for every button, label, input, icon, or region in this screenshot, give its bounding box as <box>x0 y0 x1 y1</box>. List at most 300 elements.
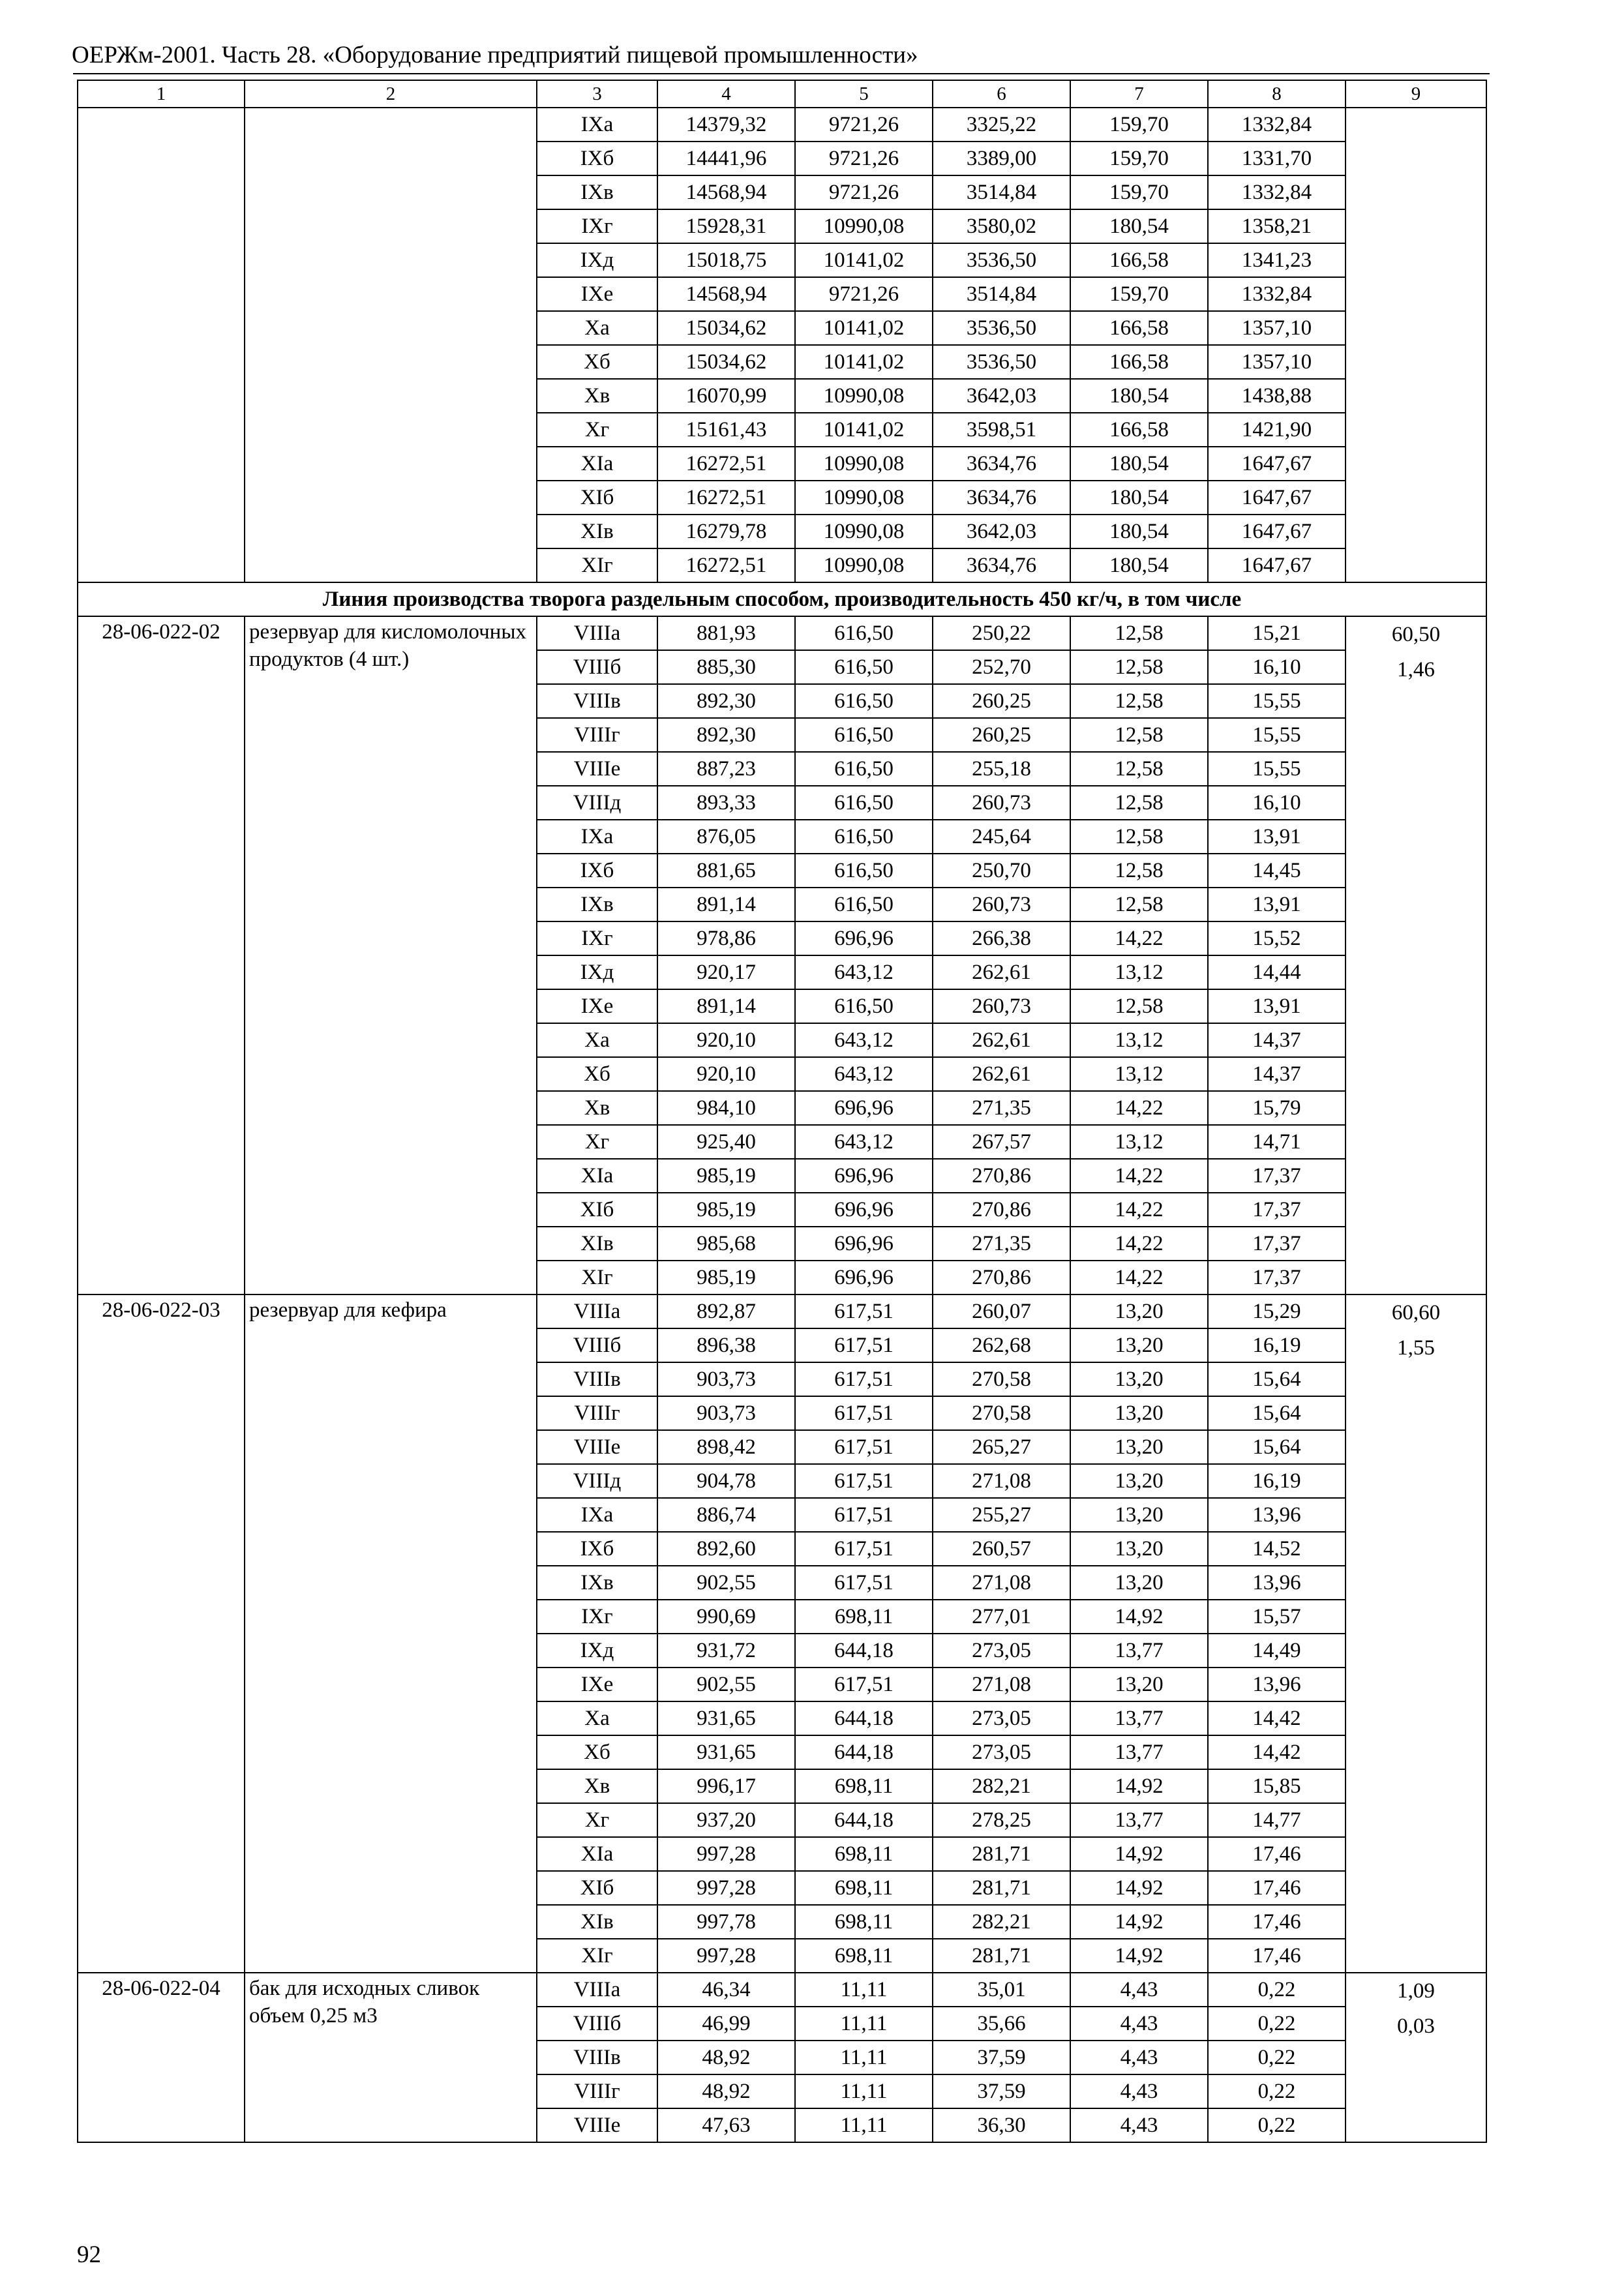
table-row <box>78 1973 1486 2007</box>
data-cell: 16279,78 <box>657 515 795 548</box>
data-cell: 282,21 <box>933 1905 1070 1939</box>
item-col9 <box>1346 1294 1486 1973</box>
col9-value: 60,50 <box>1391 623 1441 646</box>
data-cell: 15,21 <box>1208 616 1346 650</box>
data-cell: 1358,21 <box>1208 209 1346 243</box>
data-cell: 273,05 <box>933 1735 1070 1769</box>
data-cell: 270,86 <box>933 1193 1070 1227</box>
data-cell: 15,55 <box>1208 752 1346 786</box>
data-cell: 260,57 <box>933 1532 1070 1566</box>
data-cell: 3389,00 <box>933 142 1070 175</box>
item-col9 <box>1346 1973 1486 2142</box>
table-body <box>78 80 1486 2142</box>
data-cell: 14568,94 <box>657 175 795 209</box>
data-cell: 180,54 <box>1070 515 1208 548</box>
data-cell: 0,22 <box>1208 2074 1346 2108</box>
data-cell: 271,08 <box>933 1566 1070 1600</box>
data-cell: IXв <box>537 175 657 209</box>
column-number-row <box>78 80 1486 108</box>
data-cell: 1647,67 <box>1208 515 1346 548</box>
data-cell: 250,70 <box>933 854 1070 888</box>
data-cell: 15,57 <box>1208 1600 1346 1634</box>
data-cell: 887,23 <box>657 752 795 786</box>
data-cell: 925,40 <box>657 1125 795 1159</box>
data-cell: 937,20 <box>657 1803 795 1837</box>
data-cell: 644,18 <box>795 1634 933 1668</box>
data-cell: 3634,76 <box>933 447 1070 481</box>
data-cell: XIб <box>537 1193 657 1227</box>
item-col9 <box>1346 616 1486 1294</box>
data-cell: 17,46 <box>1208 1905 1346 1939</box>
table-row <box>78 108 1486 142</box>
data-cell: 4,43 <box>1070 2041 1208 2074</box>
data-cell: 931,65 <box>657 1735 795 1769</box>
data-cell: 997,28 <box>657 1871 795 1905</box>
data-cell: 13,20 <box>1070 1430 1208 1464</box>
data-cell: 1331,70 <box>1208 142 1346 175</box>
data-cell: Xа <box>537 1701 657 1735</box>
data-cell: 643,12 <box>795 1057 933 1091</box>
data-cell: IXв <box>537 1566 657 1600</box>
data-cell: 698,11 <box>795 1837 933 1871</box>
data-cell: 10141,02 <box>795 243 933 277</box>
data-cell: VIIIг <box>537 2074 657 2108</box>
data-cell: 12,58 <box>1070 820 1208 854</box>
data-cell: 644,18 <box>795 1701 933 1735</box>
data-cell: 903,73 <box>657 1362 795 1396</box>
data-cell: 616,50 <box>795 718 933 752</box>
data-cell: 9721,26 <box>795 175 933 209</box>
data-cell: 4,43 <box>1070 1973 1208 2007</box>
data-cell: 13,77 <box>1070 1701 1208 1735</box>
col9-value: 1,09 <box>1397 1979 1435 2003</box>
data-cell: 166,58 <box>1070 413 1208 447</box>
data-cell: IXа <box>537 108 657 142</box>
data-cell: 13,12 <box>1070 1023 1208 1057</box>
data-cell: VIIIа <box>537 1973 657 2007</box>
data-cell: 13,20 <box>1070 1362 1208 1396</box>
data-cell: 997,28 <box>657 1837 795 1871</box>
data-cell: 698,11 <box>795 1600 933 1634</box>
data-cell: VIIIб <box>537 2007 657 2041</box>
data-cell: 13,91 <box>1208 888 1346 921</box>
data-cell: 902,55 <box>657 1668 795 1701</box>
data-cell: 1647,67 <box>1208 548 1346 582</box>
data-cell: 617,51 <box>795 1328 933 1362</box>
data-cell: VIIIв <box>537 2041 657 2074</box>
data-cell: VIIIд <box>537 1464 657 1498</box>
data-cell: 0,22 <box>1208 2007 1346 2041</box>
data-cell: 262,61 <box>933 1023 1070 1057</box>
data-cell: XIг <box>537 1261 657 1294</box>
data-cell: 10990,08 <box>795 548 933 582</box>
data-cell: 14,92 <box>1070 1871 1208 1905</box>
data-cell: 15034,62 <box>657 345 795 379</box>
data-cell: 180,54 <box>1070 548 1208 582</box>
data-cell: 15,85 <box>1208 1769 1346 1803</box>
data-cell: 37,59 <box>933 2041 1070 2074</box>
data-cell: 10990,08 <box>795 515 933 548</box>
data-cell: 282,21 <box>933 1769 1070 1803</box>
column-number-cell: 3 <box>537 80 657 108</box>
data-cell: 281,71 <box>933 1837 1070 1871</box>
data-cell: IXб <box>537 142 657 175</box>
data-cell: XIб <box>537 1871 657 1905</box>
data-cell: 617,51 <box>795 1532 933 1566</box>
data-cell: 17,37 <box>1208 1227 1346 1261</box>
data-cell: 616,50 <box>795 616 933 650</box>
data-cell: IXе <box>537 277 657 311</box>
data-cell: 643,12 <box>795 1023 933 1057</box>
data-cell: 10990,08 <box>795 481 933 515</box>
data-cell: 12,58 <box>1070 684 1208 718</box>
data-cell: 617,51 <box>795 1498 933 1532</box>
data-cell: IXд <box>537 243 657 277</box>
data-cell: 903,73 <box>657 1396 795 1430</box>
data-cell: VIIIв <box>537 684 657 718</box>
data-cell: 255,27 <box>933 1498 1070 1532</box>
data-cell: 17,37 <box>1208 1193 1346 1227</box>
item-name: резервуар для кефира <box>245 1294 537 1973</box>
data-cell: VIIIе <box>537 752 657 786</box>
data-cell: 617,51 <box>795 1430 933 1464</box>
data-cell: 978,86 <box>657 921 795 955</box>
data-cell: 12,58 <box>1070 786 1208 820</box>
data-cell: 267,57 <box>933 1125 1070 1159</box>
data-cell: 10141,02 <box>795 345 933 379</box>
data-cell: VIIIб <box>537 650 657 684</box>
data-cell: 10990,08 <box>795 209 933 243</box>
data-cell: Xв <box>537 1091 657 1125</box>
data-cell: 920,10 <box>657 1023 795 1057</box>
column-number-cell: 7 <box>1070 80 1208 108</box>
data-cell: 14441,96 <box>657 142 795 175</box>
data-cell: 11,11 <box>795 1973 933 2007</box>
data-cell: IXа <box>537 1498 657 1532</box>
data-cell: 13,77 <box>1070 1634 1208 1668</box>
data-cell: 14,42 <box>1208 1735 1346 1769</box>
data-cell: 13,12 <box>1070 1125 1208 1159</box>
data-cell: 920,10 <box>657 1057 795 1091</box>
data-cell: 11,11 <box>795 2007 933 2041</box>
data-cell: IXа <box>537 820 657 854</box>
data-cell: 14,22 <box>1070 1193 1208 1227</box>
data-cell: 35,01 <box>933 1973 1070 2007</box>
column-number-cell: 1 <box>78 80 245 108</box>
item-name: бак для исходных сливок объем 0,25 м3 <box>245 1973 537 2142</box>
data-cell: 892,87 <box>657 1294 795 1328</box>
data-cell: 696,96 <box>795 1227 933 1261</box>
data-cell: 159,70 <box>1070 142 1208 175</box>
data-cell: Xб <box>537 1735 657 1769</box>
rates-table <box>77 80 1487 2143</box>
data-cell: 644,18 <box>795 1803 933 1837</box>
column-number-cell: 9 <box>1346 80 1486 108</box>
column-number-cell: 6 <box>933 80 1070 108</box>
data-cell: 13,20 <box>1070 1328 1208 1362</box>
data-cell: 166,58 <box>1070 345 1208 379</box>
data-cell: XIв <box>537 515 657 548</box>
data-cell: 698,11 <box>795 1905 933 1939</box>
data-cell: 13,12 <box>1070 955 1208 989</box>
data-cell: 997,28 <box>657 1939 795 1973</box>
data-cell: 14,37 <box>1208 1023 1346 1057</box>
data-cell: 273,05 <box>933 1634 1070 1668</box>
data-cell: 17,46 <box>1208 1939 1346 1973</box>
data-cell: 48,92 <box>657 2041 795 2074</box>
data-cell: Xб <box>537 345 657 379</box>
data-cell: 180,54 <box>1070 481 1208 515</box>
data-cell: 15,64 <box>1208 1396 1346 1430</box>
data-cell: 13,20 <box>1070 1396 1208 1430</box>
data-cell: 696,96 <box>795 1261 933 1294</box>
data-cell: 13,20 <box>1070 1532 1208 1566</box>
data-cell: 13,91 <box>1208 989 1346 1023</box>
data-cell: 271,08 <box>933 1668 1070 1701</box>
data-cell: VIIIе <box>537 1430 657 1464</box>
data-cell: 984,10 <box>657 1091 795 1125</box>
data-cell: IXд <box>537 1634 657 1668</box>
data-cell: 16,10 <box>1208 786 1346 820</box>
data-cell: 0,22 <box>1208 2041 1346 2074</box>
data-cell: 12,58 <box>1070 616 1208 650</box>
data-cell: 616,50 <box>795 786 933 820</box>
table-row <box>78 1294 1486 1328</box>
data-cell: 3536,50 <box>933 243 1070 277</box>
data-cell: 876,05 <box>657 820 795 854</box>
section-title: Линия производства творога раздельным способом, производительность 450 кг/ч, в том числе <box>78 582 1486 616</box>
data-cell: IXг <box>537 921 657 955</box>
data-cell: 616,50 <box>795 888 933 921</box>
data-cell: 270,86 <box>933 1261 1070 1294</box>
data-cell: 617,51 <box>795 1294 933 1328</box>
data-cell: 46,34 <box>657 1973 795 2007</box>
data-cell: 17,37 <box>1208 1159 1346 1193</box>
data-cell: 698,11 <box>795 1769 933 1803</box>
data-cell: 273,05 <box>933 1701 1070 1735</box>
data-cell: 12,58 <box>1070 854 1208 888</box>
data-cell: 15,64 <box>1208 1362 1346 1396</box>
data-cell: IXе <box>537 1668 657 1701</box>
data-cell: XIв <box>537 1227 657 1261</box>
data-cell: 12,58 <box>1070 989 1208 1023</box>
data-cell: 4,43 <box>1070 2074 1208 2108</box>
column-number-cell: 4 <box>657 80 795 108</box>
data-cell: 9721,26 <box>795 108 933 142</box>
data-cell: 13,20 <box>1070 1464 1208 1498</box>
data-cell: 1421,90 <box>1208 413 1346 447</box>
data-cell: 11,11 <box>795 2108 933 2142</box>
data-cell: 15,55 <box>1208 718 1346 752</box>
data-cell: 271,08 <box>933 1464 1070 1498</box>
item-code: 28-06-022-03 <box>78 1294 245 1973</box>
data-cell: 644,18 <box>795 1735 933 1769</box>
data-cell: 616,50 <box>795 684 933 718</box>
data-cell: 881,65 <box>657 854 795 888</box>
data-cell: Xг <box>537 1803 657 1837</box>
data-cell: VIIIг <box>537 1396 657 1430</box>
data-cell: 696,96 <box>795 1159 933 1193</box>
data-cell: 0,22 <box>1208 1973 1346 2007</box>
data-cell: XIб <box>537 481 657 515</box>
column-number-cell: 5 <box>795 80 933 108</box>
data-cell: 262,61 <box>933 1057 1070 1091</box>
data-cell: 15034,62 <box>657 311 795 345</box>
data-cell: 1647,67 <box>1208 447 1346 481</box>
data-cell: 13,20 <box>1070 1566 1208 1600</box>
data-cell: 16272,51 <box>657 548 795 582</box>
data-cell: 1341,23 <box>1208 243 1346 277</box>
data-cell: 990,69 <box>657 1600 795 1634</box>
data-cell: 1647,67 <box>1208 481 1346 515</box>
data-cell: 985,19 <box>657 1193 795 1227</box>
data-cell: 17,37 <box>1208 1261 1346 1294</box>
data-cell: 265,27 <box>933 1430 1070 1464</box>
data-cell: 14,44 <box>1208 955 1346 989</box>
col9-value: 60,60 <box>1391 1301 1441 1324</box>
data-cell: 617,51 <box>795 1668 933 1701</box>
data-cell: 13,20 <box>1070 1498 1208 1532</box>
data-cell: VIIIа <box>537 616 657 650</box>
data-cell: 14,49 <box>1208 1634 1346 1668</box>
data-cell: 260,73 <box>933 786 1070 820</box>
data-cell: 35,66 <box>933 2007 1070 2041</box>
data-cell: 643,12 <box>795 1125 933 1159</box>
data-cell: 14,77 <box>1208 1803 1346 1837</box>
data-cell: 985,19 <box>657 1159 795 1193</box>
data-cell: 898,42 <box>657 1430 795 1464</box>
data-cell: 616,50 <box>795 650 933 684</box>
data-cell: 1332,84 <box>1208 277 1346 311</box>
data-cell: 13,20 <box>1070 1294 1208 1328</box>
data-cell: Xв <box>537 379 657 413</box>
data-cell: VIIIв <box>537 1362 657 1396</box>
data-cell: VIIIа <box>537 1294 657 1328</box>
data-cell: 1357,10 <box>1208 345 1346 379</box>
col9-value: 0,03 <box>1397 2014 1435 2038</box>
data-cell: 696,96 <box>795 1193 933 1227</box>
data-cell: 698,11 <box>795 1871 933 1905</box>
data-cell: 11,11 <box>795 2041 933 2074</box>
item-code: 28-06-022-02 <box>78 616 245 1294</box>
data-cell: 260,73 <box>933 888 1070 921</box>
data-cell: 616,50 <box>795 854 933 888</box>
data-cell: 270,58 <box>933 1362 1070 1396</box>
data-cell: 270,58 <box>933 1396 1070 1430</box>
data-cell: 159,70 <box>1070 277 1208 311</box>
data-cell: 166,58 <box>1070 243 1208 277</box>
data-cell: 4,43 <box>1070 2108 1208 2142</box>
data-cell: 36,30 <box>933 2108 1070 2142</box>
data-cell: VIIIд <box>537 786 657 820</box>
data-cell: 255,18 <box>933 752 1070 786</box>
data-cell: XIг <box>537 1939 657 1973</box>
data-cell: 892,30 <box>657 684 795 718</box>
data-cell: 278,25 <box>933 1803 1070 1837</box>
page-header: ОЕРЖм-2001. Часть 28. «Оборудование предприятий пищевой промышленности» <box>72 42 918 68</box>
data-cell: 15,79 <box>1208 1091 1346 1125</box>
data-cell: 262,61 <box>933 955 1070 989</box>
data-cell: 252,70 <box>933 650 1070 684</box>
data-cell: 16070,99 <box>657 379 795 413</box>
data-cell: 16272,51 <box>657 447 795 481</box>
data-cell: 931,72 <box>657 1634 795 1668</box>
data-cell: 10990,08 <box>795 447 933 481</box>
data-cell: 896,38 <box>657 1328 795 1362</box>
item-name: резервуар для кисломолочных продуктов (4 шт.) <box>245 616 537 1294</box>
data-cell: 16,19 <box>1208 1464 1346 1498</box>
data-cell: XIг <box>537 548 657 582</box>
data-cell: 17,46 <box>1208 1871 1346 1905</box>
data-cell: 3325,22 <box>933 108 1070 142</box>
data-cell: 893,33 <box>657 786 795 820</box>
data-cell: 260,25 <box>933 718 1070 752</box>
data-cell: 985,68 <box>657 1227 795 1261</box>
data-cell: 696,96 <box>795 921 933 955</box>
data-cell: 881,93 <box>657 616 795 650</box>
data-cell: 904,78 <box>657 1464 795 1498</box>
data-cell: 617,51 <box>795 1362 933 1396</box>
data-cell: 13,77 <box>1070 1803 1208 1837</box>
data-cell: 14,92 <box>1070 1939 1208 1973</box>
data-cell: Xг <box>537 413 657 447</box>
data-cell: Xг <box>537 1125 657 1159</box>
data-cell: 3536,50 <box>933 311 1070 345</box>
data-cell: 14568,94 <box>657 277 795 311</box>
data-cell: 14,22 <box>1070 921 1208 955</box>
data-cell: 15928,31 <box>657 209 795 243</box>
data-cell: 892,60 <box>657 1532 795 1566</box>
data-cell: 1332,84 <box>1208 108 1346 142</box>
data-cell: 15018,75 <box>657 243 795 277</box>
data-cell: 13,77 <box>1070 1735 1208 1769</box>
data-cell: 281,71 <box>933 1871 1070 1905</box>
data-cell: XIа <box>537 1837 657 1871</box>
data-cell: IXг <box>537 1600 657 1634</box>
data-cell: 617,51 <box>795 1396 933 1430</box>
data-cell: 245,64 <box>933 820 1070 854</box>
data-cell: 14,92 <box>1070 1905 1208 1939</box>
data-cell: 48,92 <box>657 2074 795 2108</box>
data-cell: Xб <box>537 1057 657 1091</box>
data-cell: 902,55 <box>657 1566 795 1600</box>
data-cell: 13,96 <box>1208 1566 1346 1600</box>
data-cell: 13,20 <box>1070 1668 1208 1701</box>
data-cell: 3580,02 <box>933 209 1070 243</box>
data-cell: 17,46 <box>1208 1837 1346 1871</box>
data-cell: 159,70 <box>1070 108 1208 142</box>
data-cell: 15,55 <box>1208 684 1346 718</box>
data-cell: VIIIб <box>537 1328 657 1362</box>
data-cell: 997,78 <box>657 1905 795 1939</box>
data-cell: 166,58 <box>1070 311 1208 345</box>
data-cell: 46,99 <box>657 2007 795 2041</box>
header-rule <box>73 73 1490 74</box>
data-cell: 16272,51 <box>657 481 795 515</box>
data-cell: 10990,08 <box>795 379 933 413</box>
data-cell: 617,51 <box>795 1464 933 1498</box>
data-cell: 260,73 <box>933 989 1070 1023</box>
data-cell: 271,35 <box>933 1227 1070 1261</box>
data-cell: 13,91 <box>1208 820 1346 854</box>
data-cell: 13,12 <box>1070 1057 1208 1091</box>
data-cell: 159,70 <box>1070 175 1208 209</box>
column-number-cell: 2 <box>245 80 537 108</box>
data-cell: 12,58 <box>1070 718 1208 752</box>
data-cell: 3514,84 <box>933 277 1070 311</box>
data-cell: 698,11 <box>795 1939 933 1973</box>
data-cell: 260,07 <box>933 1294 1070 1328</box>
